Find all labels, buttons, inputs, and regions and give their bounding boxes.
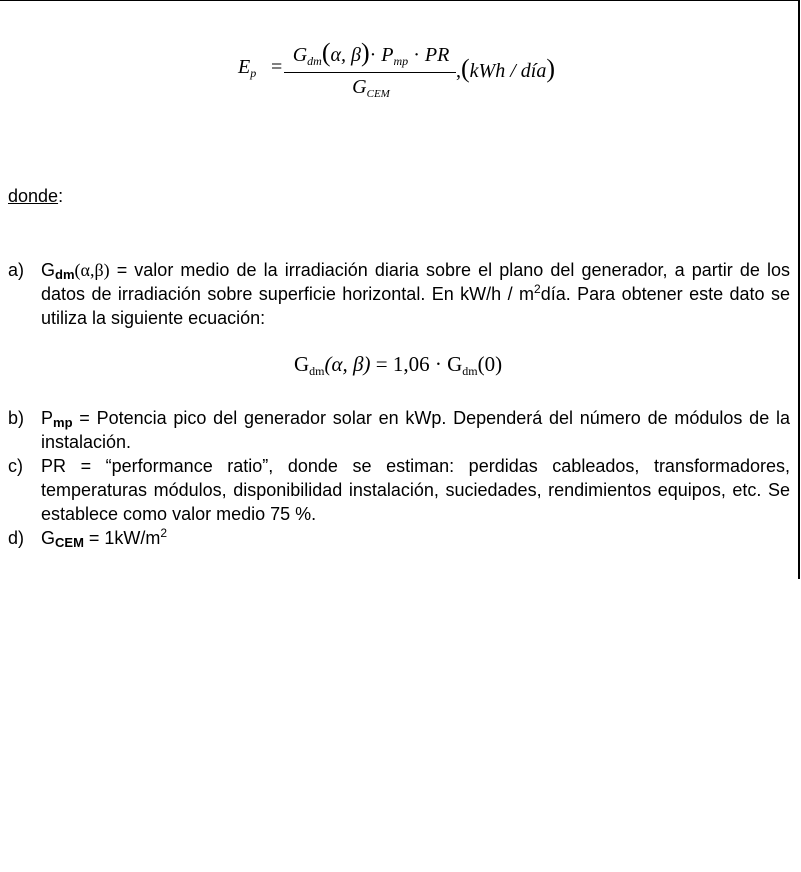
irradiation-formula: $G_{dm}(\alpha$, $\beta) = 1,06 \cdot G_{dm}(0)$ (294, 352, 503, 378)
item-marker: b) (8, 408, 25, 428)
energy-formula (238, 38, 568, 106)
fraction-bar (284, 72, 456, 73)
formula-equals: = (271, 56, 283, 78)
item-marker: d) (8, 528, 25, 548)
item-body: $G_{dm}(\alpha,\beta)$ = valor medio de la irradiación diaria sobre el plano del generador, a partir de los datos de irradiación sobre superficie horizontal. En $kW/h / m^2día$. Para obtener este dato se utiliza la siguiente ecuación: (41, 260, 790, 328)
donde-label: donde: (8, 186, 64, 206)
formula-numerator: $G_{dm}(\alpha$, $\beta)\cdot P_{mp}$ · PR (292, 38, 450, 68)
formula-denominator: $G_{CEM}$ (352, 76, 390, 100)
item-body: $G_{CEM} = 1kW/m^2$ (41, 526, 168, 550)
item-body: PR = “performance ratio”, donde se estiman: perdidas cableados, transformadores, temperaturas módulos, disponibilidad instalación, suciedades, rendimientos equipos, etc. Se establece como valor medio 75 %. (41, 456, 790, 524)
item-marker: a) (8, 260, 25, 280)
list-item-a (8, 258, 790, 330)
formula-units: ,(kWh / día) (456, 54, 555, 83)
item-body: $P_{mp}$ = Potencia pico del generador solar en kWp. Dependerá del número de módulos de la instalación. (41, 408, 790, 452)
formula-lhs: $E_p$ (238, 56, 257, 80)
list-item-c (8, 454, 790, 526)
list-item-b (8, 406, 790, 454)
item-marker: c) (8, 456, 23, 476)
list-item-d (8, 526, 790, 550)
